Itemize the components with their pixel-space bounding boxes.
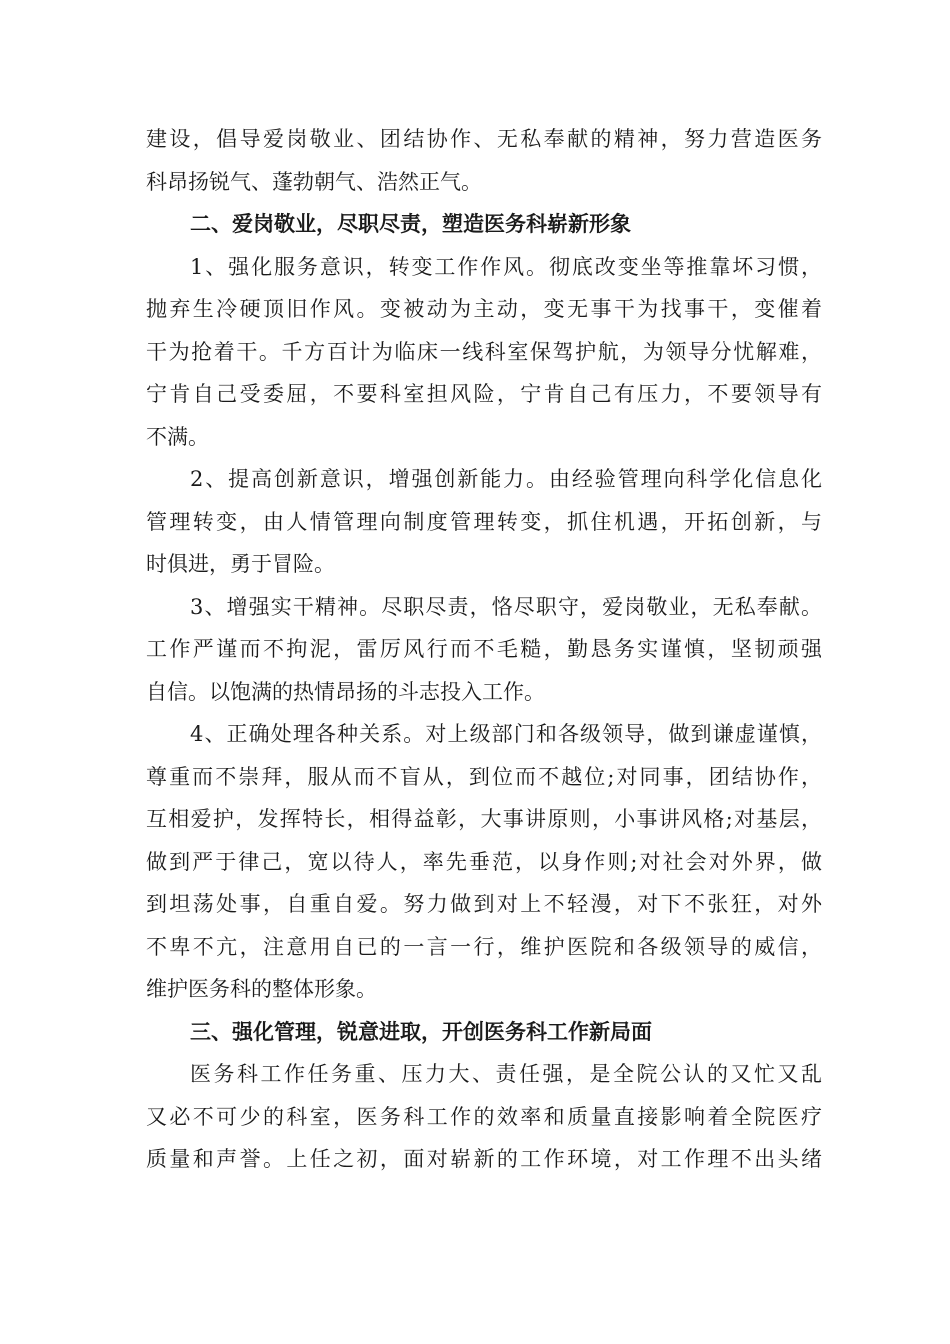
paragraph-line: 干为抢着干。千方百计为临床一线科室保驾护航，为领导分忧解难， (146, 339, 822, 364)
section-heading: 三、强化管理，锐意进取，开创医务科工作新局面 (190, 1018, 652, 1044)
paragraph-line: 时俱进，勇于冒险。 (146, 552, 335, 576)
paragraph-line: 1、强化服务意识，转变工作作风。彻底改变坐等推靠坏习惯， (190, 254, 822, 279)
paragraph-line: 互相爱护，发挥特长，相得益彰，大事讲原则，小事讲风格;对基层， (146, 807, 822, 831)
paragraph-line: 自信。以饱满的热情昂扬的斗志投入工作。 (146, 679, 545, 704)
paragraph-line: 维护医务科的整体形象。 (146, 977, 377, 1001)
paragraph-line: 不卑不亢，注意用自已的一言一行，维护医院和各级领导的威信， (146, 934, 822, 959)
paragraph-line: 建设，倡导爱岗敬业、团结协作、无私奉献的精神，努力营造医务 (146, 127, 822, 151)
paragraph-line: 4、正确处理各种关系。对上级部门和各级领导，做到谦虚谨慎， (190, 722, 822, 746)
paragraph-line: 工作严谨而不拘泥，雷厉风行而不毛糙，勤恳务实谨慎，坚韧顽强 (146, 637, 822, 661)
paragraph-line: 到坦荡处事，自重自爱。努力做到对上不轻漫，对下不张狂，对外 (146, 892, 822, 916)
paragraph-line: 宁肯自己受委屈，不要科室担风险，宁肯自己有压力，不要领导有 (146, 382, 822, 406)
paragraph-line: 尊重而不崇拜，服从而不盲从，到位而不越位;对同事，团结协作， (146, 764, 822, 789)
paragraph-line: 不满。 (146, 424, 209, 449)
document-page (146, 118, 822, 1181)
paragraph-line: 质量和声誉。上任之初，面对崭新的工作环境，对工作理不出头绪 (146, 1147, 822, 1171)
paragraph-line: 做到严于律己，宽以待人，率先垂范，以身作则;对社会对外界，做 (146, 849, 822, 874)
section-heading: 二、爱岗敬业，尽职尽责，塑造医务科崭新形象 (190, 211, 631, 236)
paragraph-line: 又必不可少的科室，医务科工作的效率和质量直接影响着全院医疗 (146, 1104, 822, 1129)
paragraph-line: 科昂扬锐气、蓬勃朝气、浩然正气。 (146, 169, 482, 194)
paragraph-line: 抛弃生冷硬顶旧作风。变被动为主动，变无事干为找事干，变催着 (146, 297, 822, 321)
paragraph-line: 医务科工作任务重、压力大、责任强，是全院公认的又忙又乱 (190, 1062, 822, 1086)
paragraph-line: 3、增强实干精神。尽职尽责，恪尽职守，爱岗敬业，无私奉献。 (190, 594, 822, 619)
paragraph-line: 管理转变，由人情管理向制度管理转变，抓住机遇，开拓创新，与 (146, 509, 822, 534)
paragraph-line: 2、提高创新意识，增强创新能力。由经验管理向科学化信息化 (190, 467, 822, 491)
